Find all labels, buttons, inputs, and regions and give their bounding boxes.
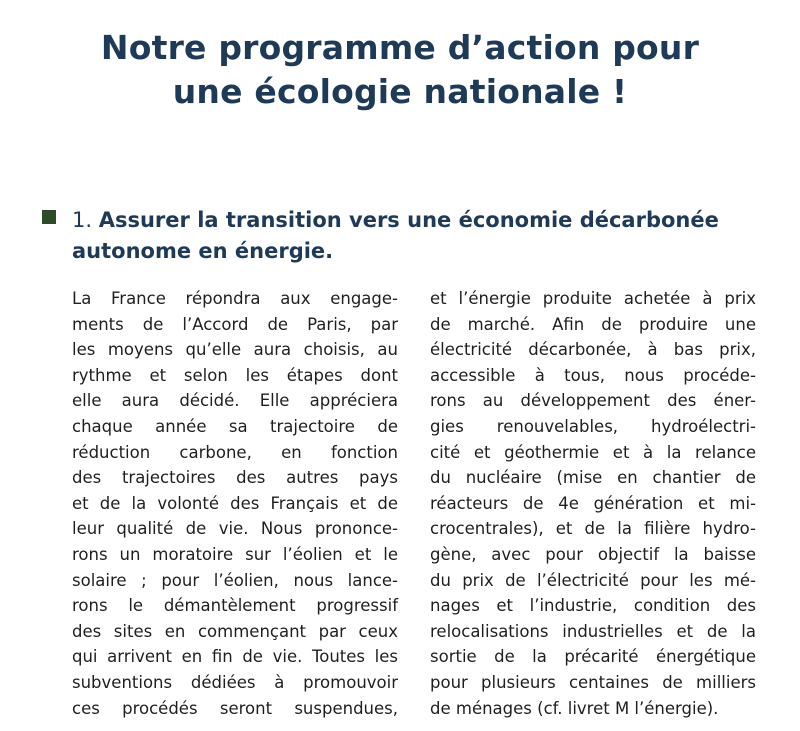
paragraph-line: subventions dédiées à promouvoir [72,672,398,692]
paragraph-line: pour plusieurs centaines de milliers [430,672,756,692]
section-number: 1. [72,208,93,232]
paragraph-line: du prix de l’électricité pour les mé- [430,570,756,590]
paragraph-line: qui arrivent en fin de vie. Toutes les [72,647,398,667]
paragraph-line: du nucléaire (mise en chantier de [430,468,756,488]
paragraph-line: accessible à tous, nous procéde- [430,365,756,385]
paragraph-line: ces procédés seront suspendues, [72,698,398,718]
paragraph-line: rons un moratoire sur l’éolien et le [72,544,398,564]
section-title-line-1: Assurer la transition vers une économie décarbonée [98,208,719,232]
paragraph-line: rythme et selon les étapes dont [72,365,398,385]
paragraph-line: nages et l’industrie, condition des [430,596,756,616]
paragraph-line: solaire ; pour l’éolien, nous lance- [72,570,398,590]
paragraph-line: et l’énergie produite achetée à prix [430,289,756,308]
paragraph-line: et de la volonté des Français et de [72,493,398,513]
section-title-line-2: autonome en énergie. [72,239,334,263]
paragraph-line: La France répondra aux engage- [72,289,398,308]
paragraph-line: de marché. Afin de produire une [430,314,756,334]
paragraph-line: des sites en commençant par ceux [72,621,398,641]
paragraph-line: électricité décarbonée, à bas prix, [430,340,756,360]
body-column-left [72,286,398,721]
square-bullet-icon [42,210,56,224]
page-title [0,26,800,114]
paragraph-line: réacteurs de 4e génération et mi- [430,493,756,513]
page-title-line-1: Notre programme d’action pour [100,28,700,67]
page-title-line-2: une écologie nationale ! [172,72,628,111]
paragraph-line: les moyens qu’elle aura choisis, au [72,340,398,360]
paragraph-line: gies renouvelables, hydroélectri- [430,416,756,436]
paragraph-line: rons au développement des éner- [430,391,756,411]
paragraph-line: ments de l’Accord de Paris, par [72,314,398,334]
paragraph-line: de ménages (cf. livret M l’énergie). [430,698,719,718]
paragraph-line: elle aura décidé. Elle appréciera [72,391,398,411]
paragraph-line: leur qualité de vie. Nous prononce- [72,519,398,539]
paragraph-line: relocalisations industrielles et de la [430,621,756,641]
paragraph-line: cité et géothermie et à la relance [430,442,756,462]
paragraph-line: des trajectoires des autres pays [72,468,398,488]
paragraph-line: chaque année sa trajectoire de [72,416,398,436]
paragraph-line: rons le démantèlement progressif [72,596,398,616]
paragraph-line: crocentrales), et de la filière hydro- [430,519,756,539]
paragraph-line: sortie de la précarité énergétique [430,647,756,667]
paragraph-line: réduction carbone, en fonction [72,442,398,462]
body-column-right [430,286,756,721]
section-heading-text [72,205,762,267]
paragraph-line: gène, avec pour objectif la baisse [430,544,756,564]
